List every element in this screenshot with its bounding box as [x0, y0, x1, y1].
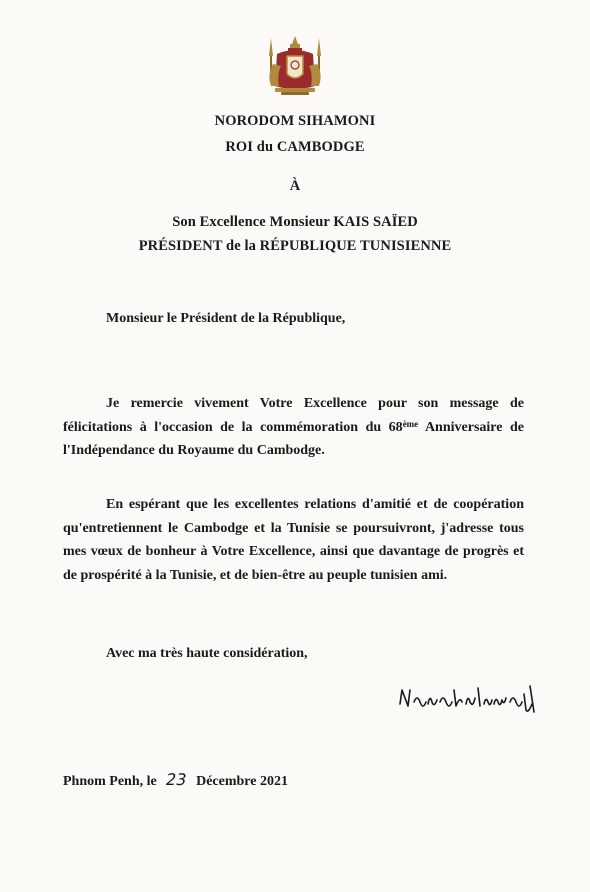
sender-name: NORODOM SIHAMONI: [214, 113, 376, 129]
paragraph-wishes: En espérant que les excellentes relations d'amitié et de coopération qu'entretiennent le Cambodge et la Tunisie se poursuivront, j'adresse tous mes vœux de bonheur à Votre Excellence, ainsi que davantage de progrès et de prospérité à la Tunisie, et de bien-être au peuple tunisien ami.: [63, 497, 524, 583]
ordinal-superscript: ème: [402, 418, 419, 429]
recipient-name: Son Excellence Monsieur KAIS SAÏED: [172, 214, 418, 230]
date-month-year: Décembre 2021: [196, 774, 288, 789]
salutation: Monsieur le Président de la République,: [106, 311, 346, 326]
date-line: [63, 770, 288, 790]
recipient-prefix: À: [289, 178, 301, 194]
date-day-handwritten: 23: [164, 770, 189, 789]
sender-title: ROI du CAMBODGE: [225, 139, 365, 155]
paragraph-thanks-text-start: Je remercie vivement Votre Excellence pour son message de félicitations à l'occasion de la commémoration du 68: [63, 396, 524, 435]
royal-coat-of-arms-icon: [259, 34, 331, 98]
handwritten-signature-icon: [396, 680, 540, 716]
paragraph-thanks: [63, 392, 524, 463]
date-place: Phnom Penh, le: [63, 774, 157, 789]
paragraph-thanks-text-end: Anniversaire de l'Indépendance du Royaume du Cambodge.: [63, 419, 524, 458]
recipient-title: PRÉSIDENT de la RÉPUBLIQUE TUNISIENNE: [138, 238, 452, 254]
closing-formula: Avec ma très haute considération,: [106, 646, 308, 661]
